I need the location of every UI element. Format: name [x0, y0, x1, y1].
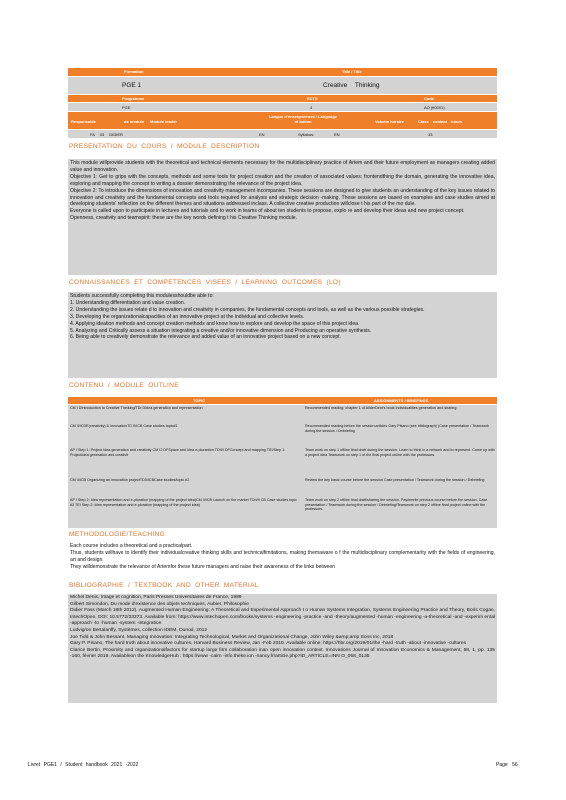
- outline-assign-cell: Recommended reading before the session:articles Gary Pisano (see bibliograph) (Case presentation / Teamwork during the session / Debriefing: [305, 424, 489, 433]
- footer-page-number: Page 56: [496, 762, 518, 768]
- learning-outcome-item: 2. Understanding the issues relate d to innovation and creativity in companies, the fundamental concepts and tools, as well as the various possible strategies.: [70, 306, 425, 313]
- bibliography-entry: Gary P. Pisano, The hard truth about innovative cultures, Harvard Business Review, Jan -Feb 2019. Available online: https://hbr.org/2019/01/the -hard -truth -about -innovative -cultures: [70, 641, 467, 647]
- section-title-methodology: METHODOLOGIE/TEACHING: [69, 531, 166, 538]
- outline-assign-cell: Recommended reading: chapter 1 of AllderDent's book Individualities generation and sharing: [305, 406, 457, 410]
- table-row: [68, 447, 497, 474]
- header-row-programme-values: [68, 103, 497, 111]
- volume-label: Volume horaire: [375, 119, 404, 124]
- table-row: [68, 405, 497, 420]
- methodology-body: [68, 543, 497, 571]
- code-value: AO (ft0001): [424, 105, 445, 110]
- presentation-paragraph: Objective 1: Get to grips with the concepts, methods and some tools for project creation and the creation of associated values: frontendthing the domain, generating the innovative idea, exploring and mapping the concept to writing a dossier demonstrating the relevance of the project idea.: [70, 173, 495, 187]
- programme-label: Programme: [122, 96, 145, 101]
- code-label: Code: [424, 96, 434, 101]
- de-module-label: de module: [124, 119, 145, 124]
- section-title-bibliography: BIBLIOGRAPHIE / TEXTBOOK AND OTHER MATERIAL: [69, 582, 259, 589]
- outline-topic-cell: AP I Step 1: Project Idea generation and creativity CM I2 DFSpace and Idea e-plorartion TDII/I DFConcept and mapping TEI/Step 1: ProjectIdea generation and creativit: [70, 448, 286, 457]
- bibliography-entry: Gilbert Simondon, Du mode d'existence des objets techniques, Aubier, Philosophie: [70, 601, 250, 607]
- learning-outcomes-body: [68, 292, 497, 378]
- title-value: Creative Thinking: [323, 82, 380, 89]
- methodology-paragraph: They willdemonstrate the relevance of Artemfor these future managers and raise their awareness of the links between: [70, 563, 336, 570]
- header-row-programme: [68, 95, 497, 102]
- responsable-value: FA 03 DIDIER: [90, 132, 123, 137]
- methodology-paragraph: Thus, students willhave to identify their individualcreative thinking skills and technicalfimitations, making themaware o f the multidisciplinary complementarity with the fields of engineering, art and design.: [70, 549, 495, 563]
- outline-topic-cell: AP I Step 2: Idea representation and e-ploration (mapping of the project idea)CM II/ICB Launch on the market TDII/II CB Case studies topic #3 TEI Step 2: Idea representation and e-ploration (mapping of the project idea): [70, 498, 297, 507]
- section-title-module-outline: CONTENU / MODULE OUTLINE: [69, 382, 179, 389]
- learning-outcome-item: 1. Understanding differentiation and value creation.: [70, 299, 186, 306]
- section-title-learning-outcomes: CONNAISSANCES ET COMPETENCES VISEES / LEARNING OUTCOMES (LO): [69, 279, 341, 286]
- language-label: Langue d’enseignement / Language of tuition: [268, 114, 337, 124]
- methodology-paragraph: Each course includes a theoretical and a practicalpart.: [70, 543, 193, 549]
- learning-outcome-item: 4. Applying ideation methods and concept creation methods and know how to explore and develop the space of this project idea.: [70, 320, 360, 327]
- ects-value: 4: [310, 105, 313, 110]
- bibliography-entry: Clarice Bertin, Proximity and organizationalfactors for startup large firm collaboration inan open innovation context. Innovations Journal of Innovation Economics & Management, 58, 1, pp. 135 -160, février 2019. Availableon the KnowledgeHub : https://www -cairn -info.theke.ion -nancy.fr/article.php?ID_ARTICLE=INN O_058_0135: [70, 647, 495, 660]
- outline-topic-cell: CM I DIntroduction to Creative Thinking/TDI DIdea generation and representation: [70, 406, 203, 410]
- language-value: EN: [259, 132, 265, 137]
- presentation-paragraph: Objective 2: To introduce the dimensions of innovation and creativity management incompanies. These sessions are designed to give students an understanding of the key issues related to innovation and creativity and the fundamental concepts and tools required for analysis and strategic decision -making. These sessions are based on examples and case studies aimed at developing students' reflection on the different themes and situations addressed inclass. A collective creative production willclose t his part of the mo dule.: [70, 187, 495, 208]
- table-row: [68, 497, 497, 528]
- bibliography-entry: Michel Denis, Image et cognition, Paris Presses Universitaires de France, 1989: [70, 595, 242, 600]
- footer-handbook: Livret PGE1 / Student handbook 2021 -2022: [28, 762, 139, 768]
- formation-label: Formation: [124, 69, 144, 74]
- learning-outcome-item: 6. Being able to creatively demonstrate the relevance and added value of an innovative project based on a new concept.: [70, 334, 341, 341]
- outline-assign-cell: Review the key basic course before the session Case presentation / Teamwork during the session / Debriefing: [305, 478, 485, 482]
- bibliography-entry: Didier Fass (March 16th 2012). Augmented Human Engineering: A Theoretical and Experimental Approach t o Human Systems Integration, Systems Engineering Practice and Theory, Boris Cogan, IntechOpen, DOI: 10.5772/33373. Available from: https://www.intechopen.com/books/systems -engineering -practice -and -theory/augmented -human -engineering -a-theoretical -and -experim ental -approach -to -human -system -integration: [70, 608, 495, 627]
- presentation-paragraph: Openness, creativity and teamspirit: these are the key words defining t his Creative Thinking module.: [70, 215, 297, 222]
- syllabus-label: Syllabus:: [298, 132, 315, 137]
- presentation-body: [68, 159, 497, 275]
- outline-table: [68, 405, 497, 528]
- presentation-paragraph: Everyone is called upon to participate in lectures and tutorials and to work in teams of about ten students to propose, explo re and develop their ideas and new project concept.: [70, 208, 465, 215]
- contact-hours-value: 33: [428, 132, 433, 137]
- header-row-formation: [68, 68, 497, 76]
- outline-assign-cell: Team work on step 1 offline final draft during the session. Learn to think in a network and to represent. Come up with a project idea Teamwork on step 1 of the final project online with the professors.: [305, 448, 495, 457]
- learning-outcomes-intro: Students successfully completing this modulesshouldbe able to:: [70, 293, 214, 299]
- table-row: [68, 477, 497, 495]
- bibliography-entry: Joe Tidd & John Bessant, Managing Innovation: Integrating Technological, Market and Organizational Change, John Wiley &amp;amp Sons Inc, 2018: [70, 634, 394, 640]
- outline-topic-cell: CM II/ICB Organizing an innovation projectTDII/ICBCase studies/topic #2: [70, 478, 190, 482]
- syllabus-value: EN: [334, 132, 340, 137]
- bibliography-body: [68, 594, 497, 703]
- bibliography-entry: Ludvig/on Bertalanffy, Systèmes, collection IDEM, Dunod, 2012: [70, 627, 208, 633]
- learning-outcome-item: 5. Analyzing and Critically assess a situation integrating a creative and/or innovative dimension and Producing an operative synthesis.: [70, 327, 372, 334]
- section-title-presentation: PRESENTATION DU COURS / MODULE DESCRIPTION: [69, 143, 260, 150]
- formation-value: PGE 1: [122, 82, 142, 89]
- presentation-paragraph: This module willprovide students with the theoretical and technical elements necessary for the multidisciplinary practice of Artem and their future employment as managers creating added value and innovation.: [70, 160, 495, 173]
- outline-col-assignments: ASSIGNMENTS / BRIEFINGS: [374, 398, 429, 403]
- title-label: Title / Title: [342, 69, 362, 74]
- responsable-label: Responsable: [71, 119, 96, 124]
- class-contact-label: Class contact hours: [418, 119, 463, 124]
- header-row-responsable: [68, 112, 497, 129]
- table-row: [68, 423, 497, 445]
- programme-value: PGE: [122, 105, 131, 110]
- outline-table-header: [68, 397, 497, 404]
- learning-outcome-item: 3. Developing the organizationalcapacities of an innovative project at the individual and collective levels.: [70, 313, 305, 320]
- header-row-formation-values: [68, 77, 497, 94]
- outline-topic-cell: CM II/ICDE(creativity) & InnovationTD II/ICB Case studies topic#1: [70, 424, 178, 428]
- outline-col-topic: TOPIC: [193, 398, 206, 403]
- ects-label: ECTS: [307, 96, 318, 101]
- outline-assign-cell: Team work on step 2 offline final draft/sharing the session. Pay/emrite previous course before the session. Case presentation / Teamwork during the session / Debriefing/Teamwork on step 2 offline final project online with the professors.: [305, 498, 488, 512]
- module-leader-label: Module leader: [150, 119, 177, 124]
- header-row-responsable-values: [68, 130, 497, 138]
